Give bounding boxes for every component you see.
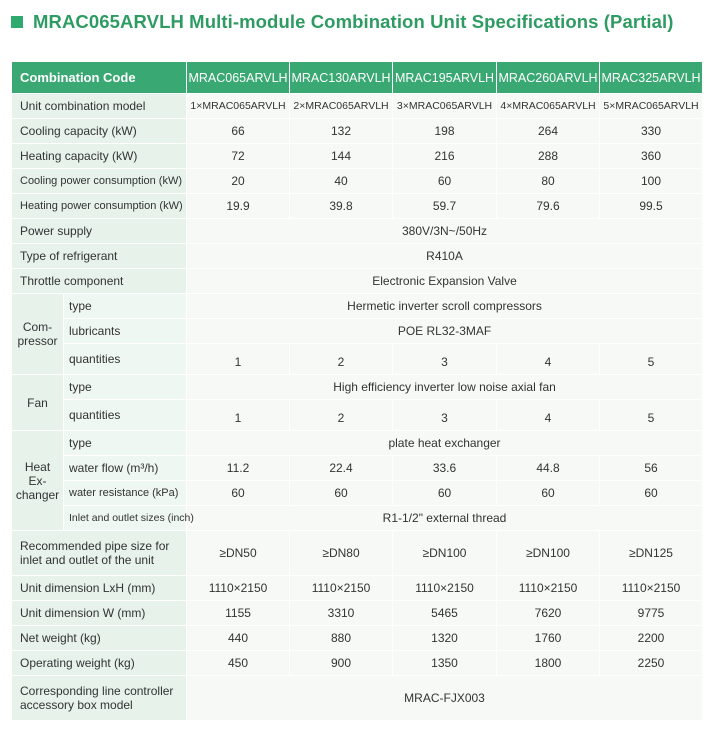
row-label: Operating weight (kg) <box>12 651 187 676</box>
row-power-supply <box>12 219 703 244</box>
cell: 7620 <box>497 601 600 626</box>
row-label <box>12 676 187 721</box>
header-model: MRAC065ARVLH <box>187 62 290 94</box>
sub-label: type <box>64 431 187 456</box>
row-refrigerant <box>12 244 703 269</box>
row-dim-lxh <box>12 576 703 601</box>
row-fan-type <box>12 375 703 400</box>
cell: 99.5 <box>600 194 703 219</box>
row-label: Unit combination model <box>12 94 187 119</box>
cell: ≥DN125 <box>600 531 703 576</box>
cell: plate heat exchanger <box>187 431 703 456</box>
row-label-line: accessory box model <box>20 698 133 712</box>
row-unit-combination-model <box>12 94 703 119</box>
cell: 4×MRAC065ARVLH <box>497 94 600 119</box>
cell: 132 <box>290 119 393 144</box>
cell: 80 <box>497 169 600 194</box>
cell: R410A <box>187 244 703 269</box>
row-label-line: Recommended pipe size for <box>20 539 170 553</box>
cell: 2 <box>290 344 393 375</box>
row-cooling-capacity <box>12 119 703 144</box>
header-label: Combination Code <box>12 62 187 94</box>
row-throttle <box>12 269 703 294</box>
group-label-line: Ex- <box>28 473 47 488</box>
group-label-line: Com- <box>22 320 53 334</box>
cell: 20 <box>187 169 290 194</box>
cell: 11.2 <box>187 456 290 481</box>
cell: 3 <box>393 400 497 431</box>
cell: ≥DN50 <box>187 531 290 576</box>
row-compressor-type <box>12 294 703 319</box>
header-model: MRAC325ARVLH <box>600 62 703 94</box>
sub-label: quantities <box>64 344 187 375</box>
cell: 1110×2150 <box>187 576 290 601</box>
cell: 1110×2150 <box>600 576 703 601</box>
cell: 5465 <box>393 601 497 626</box>
cell: 1110×2150 <box>290 576 393 601</box>
cell: R1-1/2" external thread <box>187 506 703 531</box>
row-hx-water-resistance <box>12 481 703 506</box>
header-model: MRAC130ARVLH <box>290 62 393 94</box>
cell: 33.6 <box>393 456 497 481</box>
row-controller <box>12 676 703 721</box>
cell: 264 <box>497 119 600 144</box>
cell: 3 <box>393 344 497 375</box>
row-pipe-size <box>12 531 703 576</box>
row-compressor-quantities <box>12 344 703 375</box>
row-label: Heating power consumption (kW) <box>12 194 187 219</box>
cell: 60 <box>393 169 497 194</box>
cell: 380V/3N~/50Hz <box>187 219 703 244</box>
row-operating-weight <box>12 651 703 676</box>
row-label: Power supply <box>12 219 187 244</box>
cell: 5 <box>600 344 703 375</box>
cell: 1320 <box>393 626 497 651</box>
cell: 1350 <box>393 651 497 676</box>
cell: Electronic Expansion Valve <box>187 269 703 294</box>
row-hx-water-flow <box>12 456 703 481</box>
row-label: Cooling power consumption (kW) <box>12 169 187 194</box>
cell: 5×MRAC065ARVLH <box>600 94 703 119</box>
cell: ≥DN100 <box>393 531 497 576</box>
cell: 440 <box>187 626 290 651</box>
row-label <box>12 531 187 576</box>
cell: 1×MRAC065ARVLH <box>187 94 290 119</box>
sub-label: Inlet and outlet sizes (inch) <box>64 506 187 531</box>
cell: 450 <box>187 651 290 676</box>
sub-label: type <box>64 294 187 319</box>
row-label: Cooling capacity (kW) <box>12 119 187 144</box>
cell: 144 <box>290 144 393 169</box>
row-net-weight <box>12 626 703 651</box>
row-label: Heating capacity (kW) <box>12 144 187 169</box>
row-fan-quantities <box>12 400 703 431</box>
row-hx-inlet-outlet <box>12 506 703 531</box>
row-hx-type <box>12 431 703 456</box>
cell: 9775 <box>600 601 703 626</box>
cell: 5 <box>600 400 703 431</box>
row-label: Net weight (kg) <box>12 626 187 651</box>
header-model: MRAC195ARVLH <box>393 62 497 94</box>
cell: 1 <box>187 400 290 431</box>
cell: 59.7 <box>393 194 497 219</box>
title-square-icon <box>11 16 23 28</box>
group-label-compressor <box>12 294 64 375</box>
cell: 360 <box>600 144 703 169</box>
row-dim-w <box>12 601 703 626</box>
cell: Hermetic inverter scroll compressors <box>187 294 703 319</box>
cell: 3×MRAC065ARVLH <box>393 94 497 119</box>
sub-label: quantities <box>64 400 187 431</box>
cell: 60 <box>600 481 703 506</box>
row-compressor-lubricants <box>12 319 703 344</box>
cell: 2 <box>290 400 393 431</box>
header-row <box>12 62 703 94</box>
cell: 4 <box>497 344 600 375</box>
cell: POE RL32-3MAF <box>187 319 703 344</box>
cell: 100 <box>600 169 703 194</box>
cell: 60 <box>290 481 393 506</box>
cell: 66 <box>187 119 290 144</box>
row-heating-power <box>12 194 703 219</box>
cell: MRAC-FJX003 <box>187 676 703 721</box>
cell: 1155 <box>187 601 290 626</box>
group-label-fan: Fan <box>12 375 64 431</box>
cell: 2×MRAC065ARVLH <box>290 94 393 119</box>
cell: 2250 <box>600 651 703 676</box>
cell: 330 <box>600 119 703 144</box>
row-label: Type of refrigerant <box>12 244 187 269</box>
cell: 1 <box>187 344 290 375</box>
row-cooling-power <box>12 169 703 194</box>
group-label-line: changer <box>15 487 60 502</box>
row-heating-capacity <box>12 144 703 169</box>
cell: 79.6 <box>497 194 600 219</box>
sub-label: water flow (m³/h) <box>64 456 187 481</box>
sub-label: water resistance (kPa) <box>64 481 187 506</box>
cell: 880 <box>290 626 393 651</box>
cell: 900 <box>290 651 393 676</box>
cell: 1110×2150 <box>497 576 600 601</box>
title-row <box>11 11 674 33</box>
cell: 44.8 <box>497 456 600 481</box>
cell: 216 <box>393 144 497 169</box>
page-title: MRAC065ARVLH Multi-module Combination Unit Specifications (Partial) <box>33 11 674 32</box>
row-label-line: inlet and outlet of the unit <box>20 553 155 567</box>
cell: 39.8 <box>290 194 393 219</box>
row-label-line: Corresponding line controller <box>20 684 174 698</box>
cell: 22.4 <box>290 456 393 481</box>
cell: ≥DN100 <box>497 531 600 576</box>
cell: 56 <box>600 456 703 481</box>
cell: 1110×2150 <box>393 576 497 601</box>
spec-table <box>11 61 703 721</box>
cell: 288 <box>497 144 600 169</box>
cell: 60 <box>393 481 497 506</box>
cell: 19.9 <box>187 194 290 219</box>
group-label-line: Heat <box>24 459 51 474</box>
group-label-line: pressor <box>17 334 58 348</box>
row-label: Unit dimension LxH (mm) <box>12 576 187 601</box>
cell: High efficiency inverter low noise axial fan <box>187 375 703 400</box>
cell: 4 <box>497 400 600 431</box>
row-label: Unit dimension W (mm) <box>12 601 187 626</box>
cell: 1800 <box>497 651 600 676</box>
cell: 60 <box>497 481 600 506</box>
header-model: MRAC260ARVLH <box>497 62 600 94</box>
sub-label: lubricants <box>64 319 187 344</box>
cell: 1760 <box>497 626 600 651</box>
cell: 198 <box>393 119 497 144</box>
cell: 2200 <box>600 626 703 651</box>
row-label: Throttle component <box>12 269 187 294</box>
cell: 72 <box>187 144 290 169</box>
cell: 60 <box>187 481 290 506</box>
group-label-heat-exchanger <box>12 431 64 531</box>
cell: 40 <box>290 169 393 194</box>
cell: ≥DN80 <box>290 531 393 576</box>
cell: 3310 <box>290 601 393 626</box>
sub-label: type <box>64 375 187 400</box>
